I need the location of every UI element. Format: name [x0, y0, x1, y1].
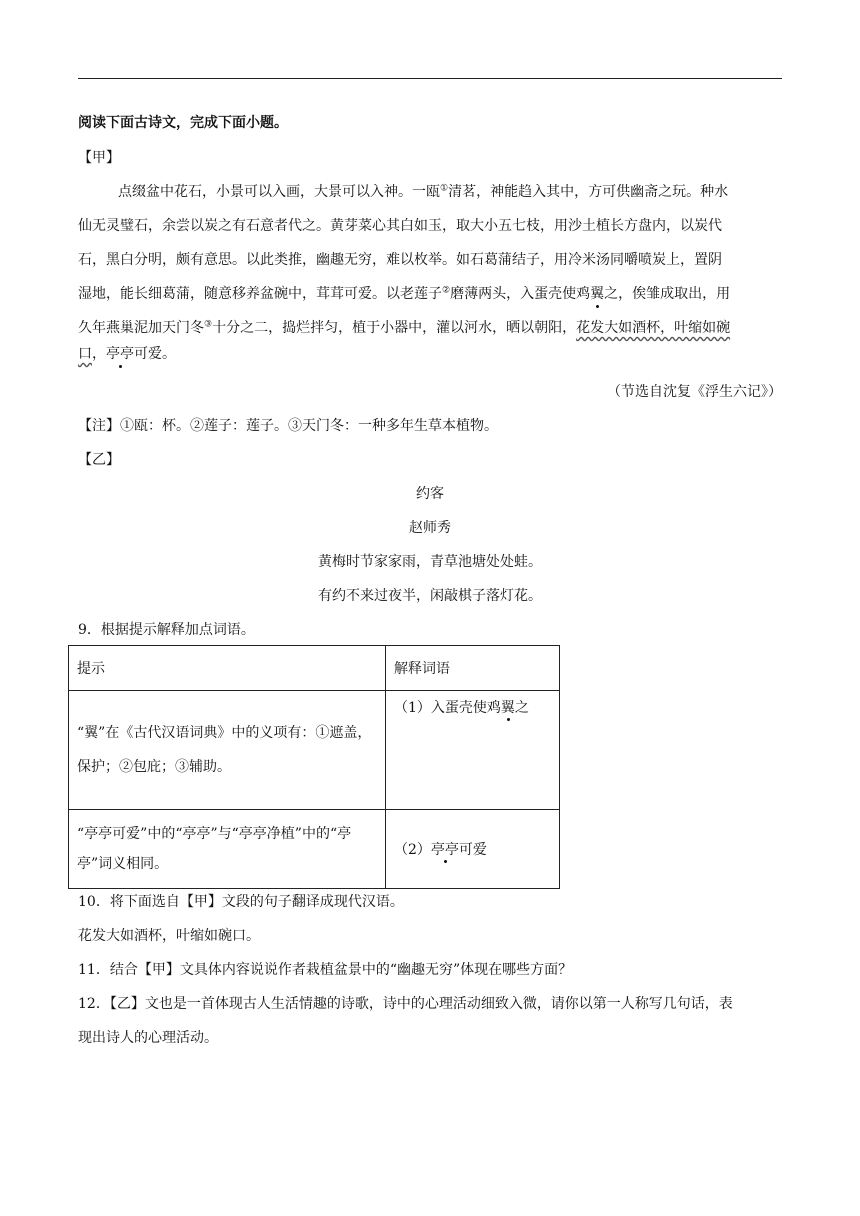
- explanation-table: [68, 645, 560, 889]
- passage-line-2: 仙无灵璧石，余尝以炭之有石意者代之。黄芽菜心其白如玉，取大小五七枝，用沙土植长方盘内，以炭代: [78, 218, 722, 234]
- table-row: [69, 810, 560, 889]
- passage-line-1: 点缀盆中花石，小景可以入画，大景可以入神。一瓯①清茗，神能趋入其中，方可供幽斋之玩。种水: [118, 183, 729, 200]
- wavy-underlined-sentence: 花发大如酒杯，叶缩如碗: [576, 320, 731, 336]
- passage-line-5: 久年燕巢泥加天门冬③十分之二，捣烂拌匀，植于小器中，灌以河水，晒以朝阳，花发大如酒杯，叶缩如碗: [78, 319, 731, 336]
- question-10: 10．将下面选自【甲】文段的句子翻译成现代汉语。: [78, 894, 404, 910]
- passage-line-4: 湿地，能长细葛蒲，随意移养盆碗中，茸茸可爱。以老莲子②磨薄两头，入蛋壳使鸡翼之，俟雏成取出，用: [78, 285, 731, 302]
- table-cell-explain-1: （1）入蛋壳使鸡翼之: [386, 691, 560, 810]
- table-row: [69, 646, 560, 691]
- header-rule: [78, 78, 782, 79]
- dotted-word-yi: 翼: [590, 286, 605, 302]
- dotted-word-tingting: 亭亭: [106, 346, 134, 362]
- table-header-explain: 解释词语: [386, 646, 560, 691]
- section-yi: 【乙】: [78, 452, 120, 468]
- table-row: [69, 691, 560, 810]
- passage-line-3: 石，黑白分明，颇有意思。以此类推，幽趣无穷，难以枚举。如石葛蒲结子，用冷米汤同嚼喷炭上，置阴: [78, 252, 722, 268]
- table-cell-hint-2: “亭亭可爱”中的“亭亭”与“亭亭净植”中的“亭亭”词义相同。: [69, 810, 386, 889]
- source-citation: （节选自沈复《浮生六记》）: [607, 384, 782, 400]
- poem-line-2: 有约不来过夜半，闲敲棋子落灯花。: [318, 588, 542, 604]
- section-jia: 【甲】: [78, 150, 120, 166]
- table-cell-hint-1: “翼”在《古代汉语词典》中的义项有：①遮盖，保护；②包庇；③辅助。: [69, 691, 386, 810]
- question-9: 9．根据提示解释加点词语。: [78, 622, 255, 638]
- instruction: 阅读下面古诗文，完成下面小题。: [78, 115, 288, 131]
- question-12-line-1: 12．【乙】文也是一首体现古人生活情趣的诗歌，诗中的心理活动细致入微，请你以第一人称写几句话，表: [78, 996, 733, 1012]
- poem-title: 约客: [416, 486, 444, 502]
- table-header-hint: 提示: [69, 646, 386, 691]
- notes: 【注】①瓯：杯。②莲子：莲子。③天门冬：一种多年生草本植物。: [78, 418, 498, 434]
- passage-line-6: 口，亭亭可爱。: [78, 346, 176, 362]
- question-11: 11．结合【甲】文具体内容说说作者栽植盆景中的“幽趣无穷”体现在哪些方面？: [78, 962, 573, 978]
- poem-line-1: 黄梅时节家家雨，青草池塘处处蛙。: [318, 554, 542, 570]
- table-cell-explain-2: （2）亭亭可爱: [386, 810, 560, 889]
- poem-author: 赵师秀: [409, 520, 451, 536]
- question-10-sentence: 花发大如酒杯，叶缩如碗口。: [78, 928, 260, 944]
- question-12-line-2: 现出诗人的心理活动。: [78, 1030, 218, 1046]
